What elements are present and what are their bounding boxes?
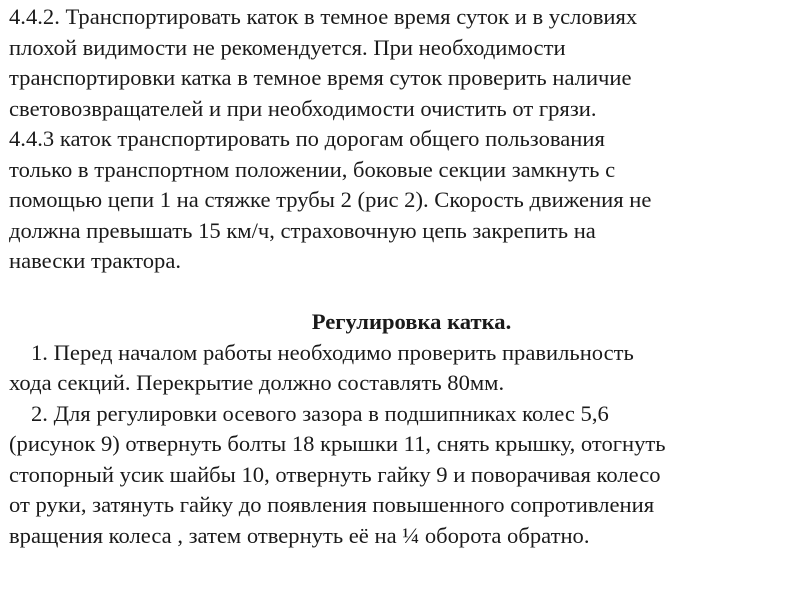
text-line: 1. Перед началом работы необходимо проверить правильность (31, 339, 634, 365)
text-line: стопорный усик шайбы 10, отвернуть гайку 9 и поворачивая колесо (9, 461, 661, 487)
document-body (9, 2, 794, 551)
section-heading: Регулировка катка. (311, 309, 512, 334)
text-line: хода секций. Перекрытие должно составлять 80мм. (9, 370, 505, 395)
adjustment-item-1 (9, 338, 794, 399)
text-line: от руки, затянуть гайку до появления повышенного сопротивления (9, 492, 655, 517)
adjustment-item-2 (9, 399, 794, 552)
text-line: транспортировки катка в темное время суток проверить наличие (9, 65, 632, 90)
text-line: навески трактора. (9, 248, 181, 273)
paragraph-4-4-3 (9, 124, 794, 277)
text-line: вращения колеса , затем отвернуть её на ¼ оборота обратно. (9, 522, 590, 548)
text-line: должна превышать 15 км/ч, страховочную цепь закрепить на (9, 217, 596, 243)
text-line: (рисунок 9) отвернуть болты 18 крышки 11, снять крышку, отогнуть (9, 431, 666, 456)
text-line: помощью цепи 1 на стяжке трубы 2 (рис 2). Скорость движения не (9, 187, 652, 212)
paragraph-4-4-2 (9, 2, 794, 124)
text-line: 2. Для регулировки осевого зазора в подшипниках колес 5,6 (31, 400, 609, 426)
text-line: 4.4.3 каток транспортировать по дорогам общего пользования (9, 126, 605, 151)
text-line: световозвращателей и при необходимости очистить от грязи. (9, 95, 597, 121)
paragraph-spacer (9, 277, 794, 308)
text-line: плохой видимости не рекомендуется. При необходимости (9, 34, 566, 60)
text-line: только в транспортном положении, боковые секции замкнуть с (9, 156, 616, 182)
text-line: 4.4.2. Транспортировать каток в темное время суток и в условиях (9, 4, 638, 29)
